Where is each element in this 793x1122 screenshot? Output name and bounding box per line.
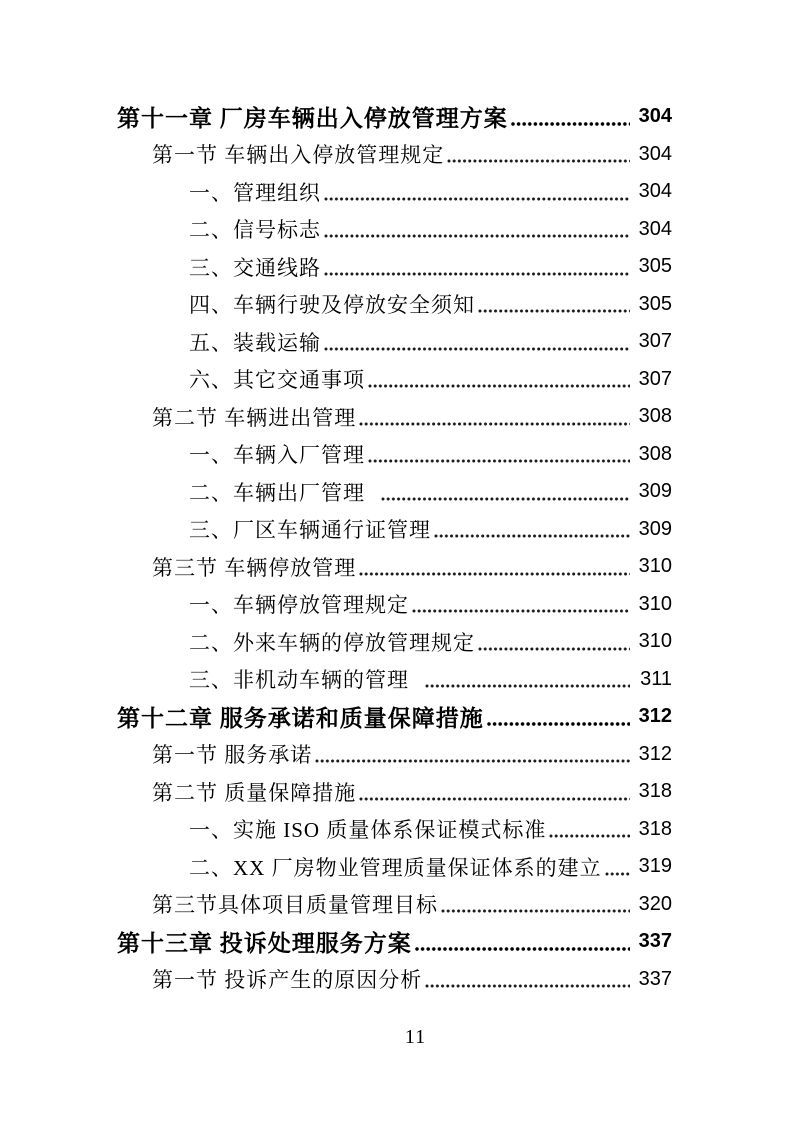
dot-leader xyxy=(441,909,630,913)
toc-entry-page: 310 xyxy=(638,592,672,615)
toc-entry-title: 二、车辆出厂管理 xyxy=(189,480,378,505)
dot-leader xyxy=(324,347,630,351)
toc-entry-page: 307 xyxy=(638,367,672,390)
toc-entry-section[interactable] xyxy=(0,548,793,586)
dot-leader xyxy=(478,309,630,313)
toc-entry-item[interactable] xyxy=(0,323,793,361)
toc-entry-title: 第十一章 厂房车辆出入停放管理方案 xyxy=(117,106,508,132)
toc-entry-item[interactable] xyxy=(0,173,793,211)
toc-entry-page: 308 xyxy=(638,442,672,465)
toc-entry-title: 一、实施 ISO 质量体系保证模式标准 xyxy=(189,818,547,843)
toc-entry-section[interactable] xyxy=(0,398,793,436)
toc-entry-page: 304 xyxy=(638,105,672,128)
toc-entry-title: 二、XX 厂房物业管理质量保证体系的建立 xyxy=(189,855,602,880)
dot-leader xyxy=(447,159,630,163)
toc-entry-page: 310 xyxy=(638,630,672,653)
dot-leader xyxy=(415,947,630,951)
dot-leader xyxy=(324,197,630,201)
toc-entry-title: 第十三章 投诉处理服务方案 xyxy=(117,931,412,957)
page-number: 11 xyxy=(404,1026,427,1048)
toc-entry-title: 三、厂区车辆通行证管理 xyxy=(189,518,431,543)
toc-entry-page: 305 xyxy=(638,292,672,315)
dot-leader xyxy=(434,534,630,538)
dot-leader xyxy=(359,572,630,576)
dot-leader xyxy=(324,234,630,238)
dot-leader xyxy=(368,384,630,388)
toc-entry-item[interactable] xyxy=(0,811,793,849)
dot-leader xyxy=(487,722,630,726)
toc-entry-title: 二、信号标志 xyxy=(189,218,321,243)
toc-entry-item[interactable] xyxy=(0,511,793,549)
toc-entry-title: 第十二章 服务承诺和质量保障措施 xyxy=(117,706,484,732)
dot-leader xyxy=(425,684,631,688)
dot-leader xyxy=(359,797,630,801)
dot-leader xyxy=(359,422,630,426)
dot-leader xyxy=(549,834,630,838)
toc-entry-chapter[interactable] xyxy=(0,923,793,961)
toc-entry-page: 309 xyxy=(638,480,672,503)
toc-entry-page: 318 xyxy=(638,780,672,803)
toc-entry-section[interactable] xyxy=(0,886,793,924)
toc-entry-title: 五、装载运输 xyxy=(189,330,321,355)
toc-entry-page: 305 xyxy=(638,255,672,278)
toc-entry-section[interactable] xyxy=(0,736,793,774)
toc-entry-section[interactable] xyxy=(0,773,793,811)
toc-entry-item[interactable] xyxy=(0,361,793,399)
toc-entry-title: 一、管理组织 xyxy=(189,180,321,205)
toc-entry-title: 三、非机动车辆的管理 xyxy=(189,668,422,693)
toc-entry-item[interactable] xyxy=(0,586,793,624)
toc-entry-title: 第一节 投诉产生的原因分析 xyxy=(152,968,423,993)
toc-entry-chapter[interactable] xyxy=(0,698,793,736)
dot-leader xyxy=(324,272,630,276)
toc-entry-page: 337 xyxy=(638,930,672,953)
toc-entry-title: 第二节 车辆进出管理 xyxy=(152,405,357,430)
toc-entry-page: 304 xyxy=(638,142,672,165)
toc-entry-title: 一、车辆停放管理规定 xyxy=(189,593,409,618)
toc-entry-page: 304 xyxy=(638,180,672,203)
toc-entry-title: 第一节 服务承诺 xyxy=(152,743,313,768)
toc-entry-page: 312 xyxy=(638,705,672,728)
toc-entry-title: 一、车辆入厂管理 xyxy=(189,443,365,468)
toc-entry-chapter[interactable] xyxy=(0,98,793,136)
dot-leader xyxy=(381,497,631,501)
toc-entry-item[interactable] xyxy=(0,248,793,286)
toc-entry-page: 310 xyxy=(638,555,672,578)
toc-entry-section[interactable] xyxy=(0,961,793,999)
toc-entry-title: 第二节 质量保障措施 xyxy=(152,780,357,805)
toc-entry-item[interactable] xyxy=(0,211,793,249)
toc-entry-page: 307 xyxy=(638,330,672,353)
toc-entry-item[interactable] xyxy=(0,286,793,324)
toc-entry-title: 二、外来车辆的停放管理规定 xyxy=(189,630,475,655)
dot-leader xyxy=(368,459,630,463)
toc-entry-section[interactable] xyxy=(0,136,793,174)
toc-entry-page: 304 xyxy=(638,217,672,240)
dot-leader xyxy=(511,122,630,126)
toc-entry-item[interactable] xyxy=(0,661,793,699)
toc-entry-item[interactable] xyxy=(0,848,793,886)
toc-entry-page: 318 xyxy=(638,817,672,840)
toc-entry-title: 第三节具体项目质量管理目标 xyxy=(152,893,438,918)
page-footer xyxy=(0,1026,793,1049)
toc-entry-title: 四、车辆行驶及停放安全须知 xyxy=(189,293,475,318)
dot-leader xyxy=(425,984,630,988)
toc-entry-page: 308 xyxy=(638,405,672,428)
toc-entry-title: 第一节 车辆出入停放管理规定 xyxy=(152,143,445,168)
toc-entry-item[interactable] xyxy=(0,623,793,661)
toc-entry-page: 309 xyxy=(638,517,672,540)
toc-entry-title: 三、交通线路 xyxy=(189,255,321,280)
toc-entry-item[interactable] xyxy=(0,473,793,511)
toc-entry-title: 六、其它交通事项 xyxy=(189,368,365,393)
toc-entry-item[interactable] xyxy=(0,436,793,474)
toc-entry-page: 311 xyxy=(640,667,672,690)
toc-entry-page: 312 xyxy=(638,742,672,765)
toc-entry-page: 320 xyxy=(638,892,672,915)
dot-leader xyxy=(412,609,630,613)
toc-entry-page: 319 xyxy=(638,855,672,878)
dot-leader xyxy=(315,759,630,763)
toc-entry-title: 第三节 车辆停放管理 xyxy=(152,555,357,580)
toc-entry-page: 337 xyxy=(638,967,672,990)
dot-leader xyxy=(478,647,630,651)
dot-leader xyxy=(605,872,630,876)
